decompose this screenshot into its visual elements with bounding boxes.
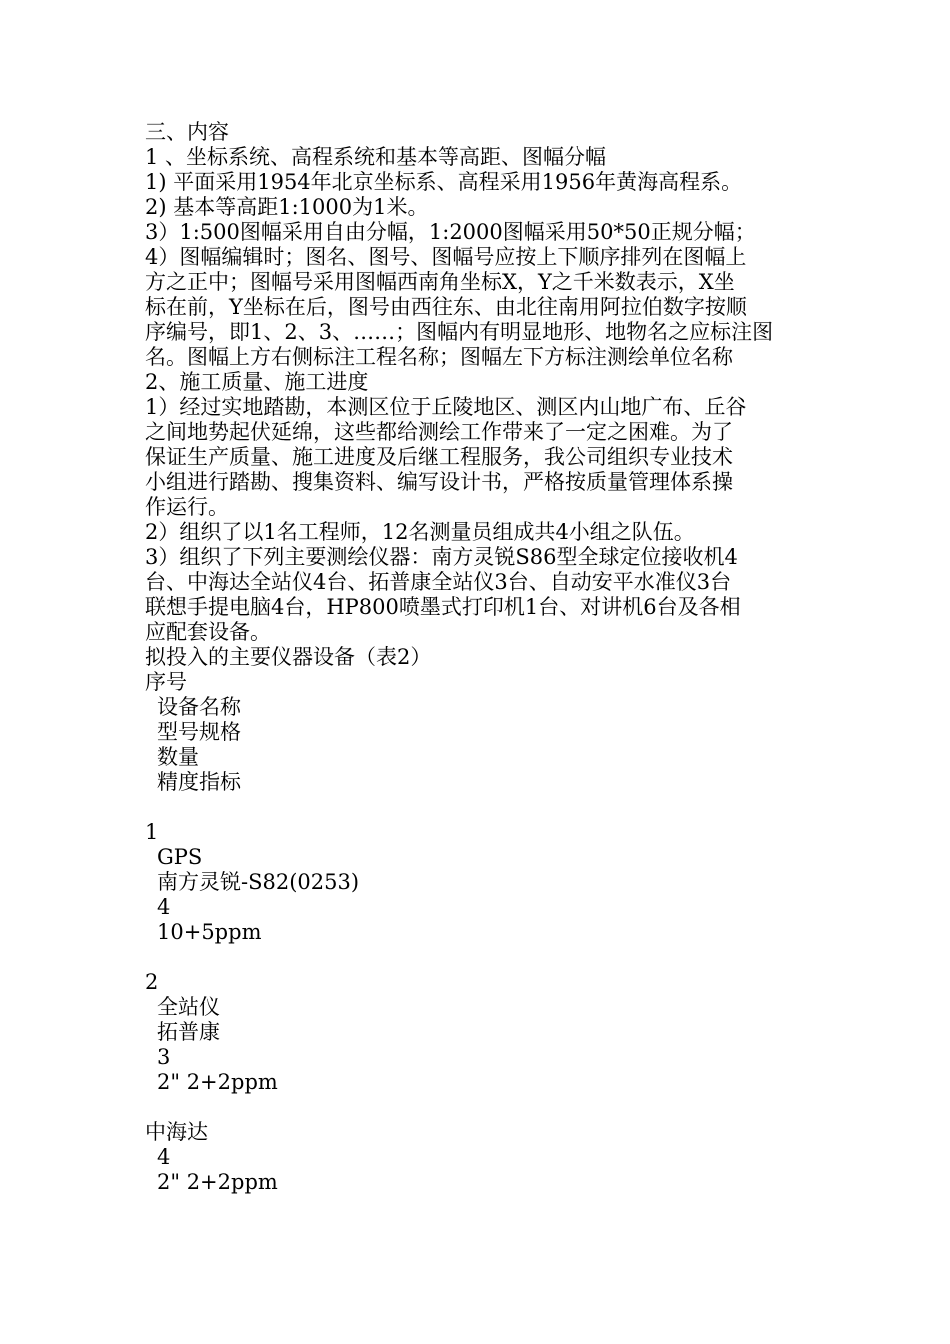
table-header-cell: 精度指标 [157,770,241,794]
table-header-cell: 序号 [145,670,187,694]
paragraph-line: 台、中海达全站仪4台、拓普康全站仪3台、自动安平水准仪3台 [145,570,732,594]
paragraph-line: 1）经过实地踏勘，本测区位于丘陵地区、测区内山地广布、丘谷 [145,395,747,419]
row-gap [145,795,810,820]
paragraph-line: 标在前，Y坐标在后，图号由西往东、由北往南用阿拉伯数字按顺 [145,295,747,319]
table-header-cell: 设备名称 [157,695,241,719]
paragraph-line: 作运行。 [145,495,229,519]
paragraph-line: 方之正中；图幅号采用图幅西南角坐标X，Y之千米数表示，X坐 [145,270,735,294]
table-cell: 2 [145,970,159,994]
table-cell: 全站仪 [157,995,220,1019]
table-cell: 2" 2+2ppm [157,1170,278,1194]
table-cell: 4 [157,895,171,919]
subsection-heading: 2、施工质量、施工进度 [145,370,369,394]
row-gap [145,1095,810,1120]
table-cell: GPS [157,845,203,869]
paragraph-line: 联想手提电脑4台，HP800喷墨式打印机1台、对讲机6台及各相 [145,595,741,619]
paragraph-line: 之间地势起伏延绵，这些都给测绘工作带来了一定之困难。为了 [145,420,733,444]
paragraph-line: 应配套设备。 [145,620,271,644]
paragraph-line: 序编号，即1、2、3、……；图幅内有明显地形、地物名之应标注图 [145,320,774,344]
table-cell: 2" 2+2ppm [157,1070,278,1094]
document-page [145,120,810,1195]
paragraph-line: 保证生产质量、施工进度及后继工程服务，我公司组织专业技术 [145,445,733,469]
paragraph-line: 3）1:500图幅采用自由分幅，1:2000图幅采用50*50正规分幅； [145,220,756,244]
paragraph-line: 2）组织了以1名工程师，12名测量员组成共4小组之队伍。 [145,520,695,544]
table-cell: 中海达 [145,1120,208,1144]
paragraph-line: 2) 基本等高距1:1000为1米。 [145,195,429,219]
subsection-heading: 1 、坐标系统、高程系统和基本等高距、图幅分幅 [145,145,607,169]
table-cell: 南方灵锐-S82(0253) [157,870,360,894]
paragraph-line: 小组进行踏勘、搜集资料、编写设计书，严格按质量管理体系操 [145,470,733,494]
paragraph-line: 3）组织了下列主要测绘仪器：南方灵锐S86型全球定位接收机4 [145,545,738,569]
equipment-table [145,670,810,1195]
table-header-cell: 数量 [157,745,199,769]
table-cell: 10+5ppm [157,920,262,944]
paragraph-line: 4）图幅编辑时；图名、图号、图幅号应按上下顺序排列在图幅上 [145,245,747,269]
table-cell: 拓普康 [157,1020,220,1044]
paragraph-line: 名。图幅上方右侧标注工程名称；图幅左下方标注测绘单位名称 [145,345,733,369]
paragraph-line: 1) 平面采用1954年北京坐标系、高程采用1956年黄海高程系。 [145,170,743,194]
table-caption: 拟投入的主要仪器设备（表2） [145,645,432,669]
table-header-cell: 型号规格 [157,720,241,744]
table-cell: 4 [157,1145,171,1169]
section-heading: 三、内容 [145,120,229,144]
table-cell: 3 [157,1045,171,1069]
table-cell: 1 [145,820,159,844]
row-gap [145,945,810,970]
